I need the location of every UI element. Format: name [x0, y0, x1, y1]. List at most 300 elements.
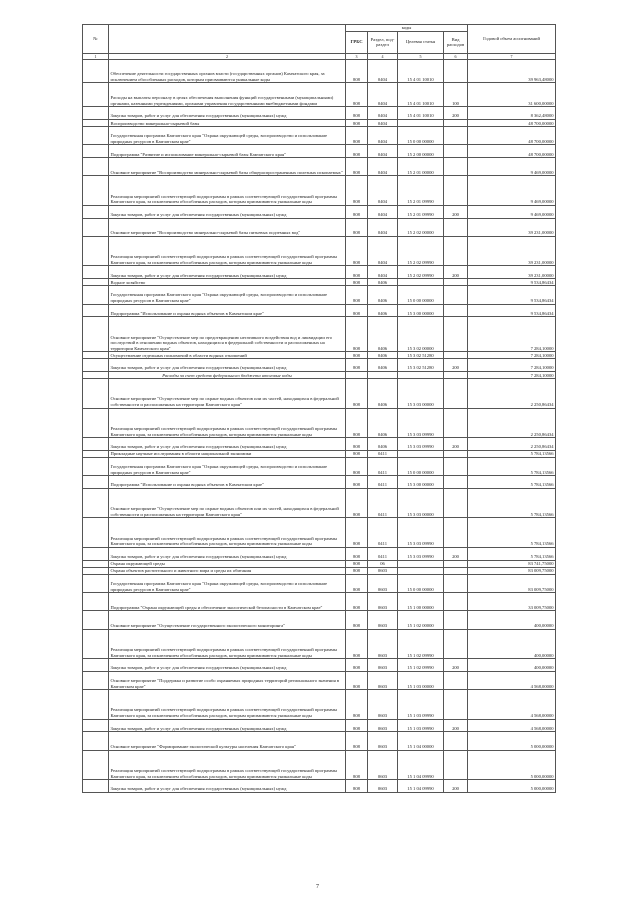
- row-target: 15 4 01 10010: [398, 107, 444, 120]
- row-vid: 200: [444, 107, 468, 120]
- row-section: 0406: [368, 279, 398, 286]
- row-vid: 200: [444, 780, 468, 793]
- row-amount: 5 784,13566: [468, 450, 556, 457]
- row-vid: [444, 408, 468, 438]
- row-vid: [444, 218, 468, 236]
- row-vid: 200: [444, 719, 468, 732]
- row-grbs: 808: [346, 266, 368, 279]
- table-row: [83, 379, 556, 409]
- row-number: [83, 120, 109, 127]
- row-target: 15 3 02 00000: [398, 317, 444, 352]
- row-target: 15 1 03 09990: [398, 690, 444, 720]
- row-target: 15 3 03 09990: [398, 408, 444, 438]
- row-amount: 39 963,48000: [468, 59, 556, 83]
- row-name: Закупка товаров, работ и услуг для обеспечения государственных (муниципальных) нужд: [109, 659, 346, 672]
- table-row: [83, 120, 556, 127]
- row-grbs: 808: [346, 279, 368, 286]
- row-target: 15 1 03 09990: [398, 719, 444, 732]
- row-target: 15 0 00 00000: [398, 286, 444, 304]
- row-grbs: 808: [346, 560, 368, 567]
- row-section: 0603: [368, 719, 398, 732]
- row-amount: 48 700,00000: [468, 120, 556, 127]
- header-num: №: [83, 25, 109, 54]
- row-section: 0603: [368, 690, 398, 720]
- row-target: 15 0 00 00000: [398, 457, 444, 475]
- row-number: [83, 629, 109, 659]
- row-section: 0603: [368, 567, 398, 574]
- row-name: Подпрограмма "Развитие и использование минерально-сырьевой базы Камчатского края": [109, 145, 346, 158]
- row-amount: 33 009,75000: [468, 593, 556, 611]
- row-vid: [444, 127, 468, 145]
- row-amount: 2 250,86434: [468, 438, 556, 451]
- row-section: 0603: [368, 611, 398, 629]
- row-name: Расходы за счет средств федерального бюджета итоговые коды: [109, 372, 346, 379]
- row-vid: 100: [444, 83, 468, 107]
- row-vid: [444, 567, 468, 574]
- row-target: 15 1 04 09990: [398, 750, 444, 780]
- header-vid: Вид расходов: [444, 31, 468, 53]
- row-name: Основное мероприятие "Воспроизводство минерально-сырьевой базы общераспространенных полезных ископаемых": [109, 158, 346, 176]
- table-row: [83, 158, 556, 176]
- row-name: Воспроизводство минерально-сырьевой базы: [109, 120, 346, 127]
- row-target: 15 0 00 00000: [398, 127, 444, 145]
- index-cell: 3: [346, 53, 368, 59]
- table-row: [83, 218, 556, 236]
- row-vid: [444, 286, 468, 304]
- row-section: 0404: [368, 158, 398, 176]
- table-row: [83, 560, 556, 567]
- row-grbs: 808: [346, 567, 368, 574]
- table-row: [83, 547, 556, 560]
- row-section: 0404: [368, 205, 398, 218]
- index-cell: 1: [83, 53, 109, 59]
- row-amount: 31 600,00000: [468, 83, 556, 107]
- row-number: [83, 488, 109, 518]
- row-vid: 200: [444, 266, 468, 279]
- row-section: 0603: [368, 780, 398, 793]
- row-vid: [444, 120, 468, 127]
- row-grbs: 808: [346, 518, 368, 548]
- row-grbs: 808: [346, 593, 368, 611]
- row-grbs: 808: [346, 176, 368, 206]
- row-section: 0411: [368, 476, 398, 489]
- row-number: [83, 780, 109, 793]
- row-vid: [444, 379, 468, 409]
- table-row: [83, 145, 556, 158]
- table-row: [83, 476, 556, 489]
- row-grbs: 808: [346, 476, 368, 489]
- row-vid: [444, 145, 468, 158]
- row-grbs: 808: [346, 690, 368, 720]
- row-amount: 39 231,00000: [468, 266, 556, 279]
- row-number: [83, 372, 109, 379]
- header-amount: Годовой объем ассигнований: [468, 25, 556, 54]
- row-target: 15 3 00 00000: [398, 476, 444, 489]
- row-amount: 7 284,10000: [468, 317, 556, 352]
- row-vid: 200: [444, 205, 468, 218]
- row-number: [83, 379, 109, 409]
- row-grbs: 808: [346, 611, 368, 629]
- row-name: Реализация мероприятий соответствующей подпрограммы в рамках соответствующей государственной программы Камчатского края, за исключением обособленных расходов, которым присваиваются уникальные коды: [109, 408, 346, 438]
- row-number: [83, 671, 109, 689]
- row-target: [398, 450, 444, 457]
- row-grbs: 808: [346, 304, 368, 317]
- table-row: [83, 408, 556, 438]
- table-row: [83, 304, 556, 317]
- row-section: 0603: [368, 659, 398, 672]
- row-number: [83, 286, 109, 304]
- row-target: 15 1 04 09990: [398, 780, 444, 793]
- row-target: 15 3 03 00000: [398, 488, 444, 518]
- row-name: Закупка товаров, работ и услуг для обеспечения государственных (муниципальных) нужд: [109, 438, 346, 451]
- table-row: [83, 732, 556, 750]
- row-amount: 5 784,13566: [468, 518, 556, 548]
- row-number: [83, 611, 109, 629]
- row-number: [83, 408, 109, 438]
- row-target: 15 2 02 09990: [398, 236, 444, 266]
- table-row: [83, 780, 556, 793]
- row-name: Реализация мероприятий соответствующей подпрограммы в рамках соответствующей государственной программы Камчатского края, за исключением обособленных расходов, которым присваиваются уникальные коды: [109, 750, 346, 780]
- row-number: [83, 205, 109, 218]
- row-grbs: 808: [346, 127, 368, 145]
- row-amount: 2 250,86434: [468, 379, 556, 409]
- row-grbs: 808: [346, 145, 368, 158]
- row-vid: [444, 518, 468, 548]
- table-row: [83, 518, 556, 548]
- row-amount: 5 784,13566: [468, 547, 556, 560]
- row-name: Основное мероприятие "Воспроизводство минерально-сырьевой базы питьевых подземных вод": [109, 218, 346, 236]
- row-section: 0406: [368, 317, 398, 352]
- row-amount: 83 009,75000: [468, 574, 556, 592]
- row-number: [83, 218, 109, 236]
- table-row: [83, 593, 556, 611]
- row-section: 0411: [368, 450, 398, 457]
- row-number: [83, 593, 109, 611]
- row-target: 15 1 02 09990: [398, 629, 444, 659]
- row-name: Государственная программа Камчатского края "Охрана окружающей среды, воспроизводство и использование природных ресурсов в Камчатском крае": [109, 574, 346, 592]
- row-section: 0603: [368, 750, 398, 780]
- row-section: 0406: [368, 438, 398, 451]
- row-amount: 400,00000: [468, 659, 556, 672]
- row-target: 15 3 03 09990: [398, 518, 444, 548]
- row-vid: [444, 279, 468, 286]
- table-row: [83, 236, 556, 266]
- row-grbs: 808: [346, 750, 368, 780]
- row-amount: 9 469,00000: [468, 158, 556, 176]
- row-name: Обеспечение деятельности государственных органов власти (государственных органов) Камчатского края, за исключением обособленных расходов, которым присваиваются уникальные коды: [109, 59, 346, 83]
- row-target: [398, 372, 444, 379]
- row-amount: 5 784,13566: [468, 488, 556, 518]
- row-number: [83, 304, 109, 317]
- row-name: Основное мероприятие "Осуществление мер по охране водных объектов или их частей, находящихся в федеральной собственности и расположенных на территории Камчатского края": [109, 488, 346, 518]
- row-name: Основное мероприятие "Осуществление мер по охране водных объектов или их частей, находящихся в федеральной собственности и расположенных на территории Камчатского края": [109, 379, 346, 409]
- row-name: Реализация мероприятий соответствующей подпрограммы в рамках соответствующей государственной программы Камчатского края, за исключением обособленных расходов, которым присваиваются уникальные коды: [109, 236, 346, 266]
- row-target: 15 1 04 00000: [398, 732, 444, 750]
- row-grbs: 808: [346, 359, 368, 372]
- row-amount: 400,00000: [468, 611, 556, 629]
- table-row: [83, 574, 556, 592]
- row-vid: [444, 611, 468, 629]
- row-name: Закупка товаров, работ и услуг для обеспечения государственных (муниципальных) нужд: [109, 719, 346, 732]
- row-section: 0406: [368, 408, 398, 438]
- row-name: Осуществление отдельных полномочий в области водных отношений: [109, 352, 346, 359]
- table-row: [83, 719, 556, 732]
- table-row: [83, 279, 556, 286]
- row-number: [83, 560, 109, 567]
- row-section: 0411: [368, 457, 398, 475]
- index-cell: 6: [444, 53, 468, 59]
- row-vid: [444, 671, 468, 689]
- row-name: Закупка товаров, работ и услуг для обеспечения государственных (муниципальных) нужд: [109, 205, 346, 218]
- row-amount: 5 784,13566: [468, 476, 556, 489]
- table-row: [83, 205, 556, 218]
- row-number: [83, 352, 109, 359]
- row-target: 15 3 02 51280: [398, 352, 444, 359]
- row-target: [398, 279, 444, 286]
- row-amount: 83 741,75000: [468, 560, 556, 567]
- row-name: Прикладные научные исследования в области национальной экономики: [109, 450, 346, 457]
- row-number: [83, 450, 109, 457]
- row-target: 15 3 03 09990: [398, 438, 444, 451]
- row-vid: [444, 304, 468, 317]
- table-row: [83, 83, 556, 107]
- row-section: 0404: [368, 176, 398, 206]
- row-grbs: 808: [346, 457, 368, 475]
- row-section: 0603: [368, 732, 398, 750]
- row-number: [83, 719, 109, 732]
- row-name: Закупка товаров, работ и услуг для обеспечения государственных (муниципальных) нужд: [109, 780, 346, 793]
- row-target: 15 2 01 00000: [398, 158, 444, 176]
- row-grbs: 808: [346, 158, 368, 176]
- row-name: Водное хозяйство: [109, 279, 346, 286]
- row-number: [83, 359, 109, 372]
- row-grbs: 808: [346, 629, 368, 659]
- header-codes: коды: [346, 25, 468, 32]
- row-grbs: 808: [346, 218, 368, 236]
- table-row: [83, 750, 556, 780]
- table-row: [83, 438, 556, 451]
- row-amount: 83 009,75000: [468, 567, 556, 574]
- row-section: 0411: [368, 488, 398, 518]
- row-target: [398, 120, 444, 127]
- row-section: 0404: [368, 107, 398, 120]
- row-target: 15 3 03 09990: [398, 547, 444, 560]
- row-section: 06: [368, 560, 398, 567]
- table-row: [83, 266, 556, 279]
- row-section: 0603: [368, 671, 398, 689]
- table-row: [83, 372, 556, 379]
- row-grbs: 808: [346, 286, 368, 304]
- table-row: [83, 59, 556, 83]
- row-vid: [444, 690, 468, 720]
- index-cell: 5: [398, 53, 444, 59]
- row-vid: [444, 629, 468, 659]
- row-vid: [444, 450, 468, 457]
- budget-table: [82, 24, 556, 793]
- row-target: 15 4 01 10010: [398, 59, 444, 83]
- row-number: [83, 574, 109, 592]
- row-section: 0404: [368, 83, 398, 107]
- row-name: Закупка товаров, работ и услуг для обеспечения государственных (муниципальных) нужд: [109, 547, 346, 560]
- table-row: [83, 690, 556, 720]
- row-name: Расходы на выплаты персоналу в целях обеспечения выполнения функций государственными (муниципальными) органами, казенными учреждениями, органами управления государственными внебюджетными фондами: [109, 83, 346, 107]
- row-vid: [444, 158, 468, 176]
- row-grbs: 808: [346, 83, 368, 107]
- row-amount: 8 362,48000: [468, 107, 556, 120]
- row-amount: 4 568,00000: [468, 719, 556, 732]
- row-amount: 48 700,00000: [468, 145, 556, 158]
- header-section: Раздел, под-раздел: [368, 31, 398, 53]
- row-number: [83, 567, 109, 574]
- row-vid: [444, 457, 468, 475]
- row-target: 15 2 00 00000: [398, 145, 444, 158]
- row-number: [83, 145, 109, 158]
- row-number: [83, 59, 109, 83]
- row-amount: 4 568,00000: [468, 690, 556, 720]
- row-name: Основное мероприятие "Поддержка и развитие особо охраняемых природных территорий регионального значения в Камчатском крае": [109, 671, 346, 689]
- row-number: [83, 279, 109, 286]
- row-number: [83, 266, 109, 279]
- table-row: [83, 659, 556, 672]
- row-number: [83, 547, 109, 560]
- table-row: [83, 450, 556, 457]
- row-vid: [444, 176, 468, 206]
- row-name: Основное мероприятие "Формирование экологической культуры населения Камчатского края": [109, 732, 346, 750]
- row-target: 15 2 02 00000: [398, 218, 444, 236]
- row-name: Подпрограмма "Использование и охрана водных объектов в Камчатском крае": [109, 304, 346, 317]
- row-grbs: 808: [346, 236, 368, 266]
- row-section: 0404: [368, 59, 398, 83]
- row-vid: [444, 560, 468, 567]
- row-target: [398, 567, 444, 574]
- row-target: [398, 560, 444, 567]
- row-grbs: 808: [346, 659, 368, 672]
- row-number: [83, 690, 109, 720]
- row-vid: 200: [444, 438, 468, 451]
- row-name: Реализация мероприятий соответствующей подпрограммы в рамках соответствующей государственной программы Камчатского края, за исключением обособленных расходов, которым присваиваются уникальные коды: [109, 690, 346, 720]
- row-name: Закупка товаров, работ и услуг для обеспечения государственных (муниципальных) нужд: [109, 266, 346, 279]
- row-grbs: 808: [346, 317, 368, 352]
- row-amount: 4 568,00000: [468, 671, 556, 689]
- row-amount: 5 000,00000: [468, 750, 556, 780]
- row-target: 15 1 00 00000: [398, 593, 444, 611]
- row-vid: [444, 59, 468, 83]
- row-section: 0406: [368, 352, 398, 359]
- row-number: [83, 659, 109, 672]
- row-section: 0411: [368, 518, 398, 548]
- index-cell: 2: [109, 53, 346, 59]
- row-target: 15 3 00 00000: [398, 304, 444, 317]
- table-row: [83, 629, 556, 659]
- row-target: 15 1 02 00000: [398, 611, 444, 629]
- row-number: [83, 236, 109, 266]
- row-vid: [444, 372, 468, 379]
- row-number: [83, 457, 109, 475]
- row-vid: [444, 488, 468, 518]
- row-name: Основное мероприятие "Осуществление государственного экологического мониторинга": [109, 611, 346, 629]
- row-amount: 9 534,86434: [468, 304, 556, 317]
- row-amount: 9 469,00000: [468, 205, 556, 218]
- row-number: [83, 732, 109, 750]
- row-section: 0404: [368, 127, 398, 145]
- row-grbs: 808: [346, 780, 368, 793]
- row-number: [83, 317, 109, 352]
- row-section: 0406: [368, 286, 398, 304]
- header-grbs: ГРБС: [346, 31, 368, 53]
- row-grbs: 808: [346, 59, 368, 83]
- row-number: [83, 476, 109, 489]
- row-number: [83, 176, 109, 206]
- header-target: Целевая статья: [398, 31, 444, 53]
- row-target: 15 1 03 00000: [398, 671, 444, 689]
- row-vid: [444, 236, 468, 266]
- table-row: [83, 359, 556, 372]
- row-vid: [444, 574, 468, 592]
- row-number: [83, 158, 109, 176]
- row-section: 0404: [368, 120, 398, 127]
- row-section: 0404: [368, 145, 398, 158]
- row-amount: 7 284,10000: [468, 372, 556, 379]
- row-grbs: 808: [346, 547, 368, 560]
- row-amount: 9 534,86434: [468, 279, 556, 286]
- row-amount: 5 000,00000: [468, 780, 556, 793]
- row-number: [83, 107, 109, 120]
- table-body: [83, 59, 556, 792]
- row-name: Закупка товаров, работ и услуг для обеспечения государственных (муниципальных) нужд: [109, 107, 346, 120]
- row-number: [83, 518, 109, 548]
- index-cell: 7: [468, 53, 556, 59]
- row-amount: 5 000,00000: [468, 732, 556, 750]
- row-amount: 39 231,00000: [468, 236, 556, 266]
- row-section: 0404: [368, 266, 398, 279]
- row-name: Подпрограмма "Охрана окружающей среды и обеспечение экологической безопасности в Камчатском крае": [109, 593, 346, 611]
- row-section: 0603: [368, 593, 398, 611]
- table-row: [83, 176, 556, 206]
- row-amount: 48 700,00000: [468, 127, 556, 145]
- row-section: 0603: [368, 574, 398, 592]
- row-number: [83, 83, 109, 107]
- table-row: [83, 567, 556, 574]
- row-section: 0404: [368, 236, 398, 266]
- budget-table-page: [82, 24, 555, 793]
- row-section: 0406: [368, 379, 398, 409]
- row-name: Государственная программа Камчатского края "Охрана окружающей среды, воспроизводство и использование природных ресурсов в Камчатском крае": [109, 286, 346, 304]
- row-section: [368, 372, 398, 379]
- row-name: Закупка товаров, работ и услуг для обеспечения государственных (муниципальных) нужд: [109, 359, 346, 372]
- row-amount: 5 784,13566: [468, 457, 556, 475]
- row-section: 0406: [368, 304, 398, 317]
- row-grbs: [346, 372, 368, 379]
- row-name: Охрана объектов растительного и животного мира и среды их обитания: [109, 567, 346, 574]
- row-name: Охрана окружающей среды: [109, 560, 346, 567]
- row-vid: [444, 593, 468, 611]
- table-row: [83, 286, 556, 304]
- row-name: Государственная программа Камчатского края "Охрана окружающей среды, воспроизводство и использование природных ресурсов в Камчатском крае": [109, 127, 346, 145]
- row-number: [83, 438, 109, 451]
- table-row: [83, 127, 556, 145]
- row-name: Реализация мероприятий соответствующей подпрограммы в рамках соответствующей государственной программы Камчатского края, за исключением обособленных расходов, которым присваиваются уникальные коды: [109, 176, 346, 206]
- table-row: [83, 488, 556, 518]
- row-vid: [444, 732, 468, 750]
- row-section: 0603: [368, 629, 398, 659]
- row-target: 15 0 00 00000: [398, 574, 444, 592]
- row-vid: [444, 750, 468, 780]
- row-vid: 200: [444, 359, 468, 372]
- row-grbs: 808: [346, 379, 368, 409]
- row-amount: 2 250,86434: [468, 408, 556, 438]
- row-grbs: 808: [346, 352, 368, 359]
- row-vid: 200: [444, 659, 468, 672]
